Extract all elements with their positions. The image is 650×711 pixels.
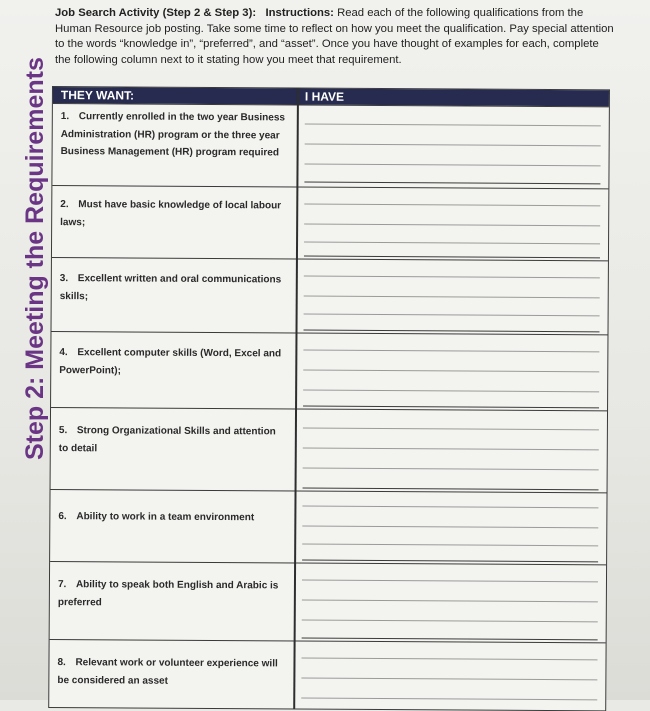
requirement-3: [60, 270, 286, 306]
requirement-text: Strong Organizational Skills and attention to detail: [58, 425, 276, 454]
step-label: Job Search Activity (Step 2 & Step 3):: [55, 7, 257, 19]
answer-line[interactable]: [302, 506, 598, 509]
answer-line[interactable]: [303, 390, 599, 393]
requirement-number: 6.: [58, 511, 67, 523]
requirement-text: Relevant work or volunteer experience will be considered an asset: [57, 657, 278, 687]
requirement-1: [61, 108, 287, 162]
requirement-number: 1.: [60, 111, 70, 123]
requirement-number: 4.: [59, 347, 68, 359]
requirement-text: Must have basic knowledge of local labour laws;: [60, 199, 282, 228]
requirement-7: [58, 576, 284, 612]
answer-line[interactable]: [304, 296, 600, 299]
table-row: [51, 257, 607, 335]
answer-line[interactable]: [305, 124, 601, 127]
requirement-number: 2.: [60, 199, 69, 211]
requirement-number: 7.: [57, 579, 67, 591]
answer-line[interactable]: [304, 276, 600, 279]
answer-line[interactable]: [303, 428, 599, 431]
requirement-text: Ability to speak both English and Arabic is preferred: [57, 579, 279, 608]
requirement-4: [59, 344, 285, 380]
table-row: [50, 489, 606, 565]
instructions-text: Read each of the following qualifications from the Human Resource job posting. Take some time to reflect on how you meet the qualification. Pay special attention to the words “knowledge in”, “preferred”, and “asset”. Once you have thought of examples for each, complete the following column next to it stating how you meet that requirement.: [55, 7, 614, 66]
answer-line[interactable]: [304, 314, 600, 317]
requirement-2: [60, 196, 286, 232]
side-title: Step 2: Meeting the Requirements: [21, 57, 49, 460]
answer-line[interactable]: [303, 350, 599, 353]
table-row: [51, 331, 607, 411]
table-row: [52, 185, 608, 261]
table-row: [49, 639, 605, 711]
answer-line[interactable]: [305, 164, 601, 167]
answer-line[interactable]: [302, 658, 598, 661]
answer-line[interactable]: [304, 242, 600, 245]
requirements-table: [48, 86, 610, 711]
answer-line[interactable]: [303, 468, 599, 471]
col-i-have: I HAVE: [304, 89, 345, 104]
answer-line[interactable]: [305, 144, 601, 147]
requirement-number: 5.: [58, 425, 68, 437]
requirement-8: [57, 654, 283, 690]
answer-line[interactable]: [304, 182, 600, 185]
requirement-number: 3.: [59, 273, 69, 285]
table-row: [50, 561, 606, 643]
requirement-text: Currently enrolled in the two year Business Administration (HR) program or the three year Business Management (HR) program required: [60, 111, 286, 159]
answer-line[interactable]: [304, 204, 600, 207]
requirement-text: Ability to work in a team environment: [76, 511, 255, 524]
answer-line[interactable]: [304, 224, 600, 227]
answer-line[interactable]: [301, 678, 597, 681]
col-they-want: THEY WANT:: [60, 88, 135, 103]
table-row: [52, 103, 608, 189]
requirement-number: 8.: [57, 657, 66, 669]
table-row: [51, 407, 607, 493]
instructions-block: [55, 6, 615, 68]
answer-line[interactable]: [302, 600, 598, 603]
instructions-label: Instructions:: [265, 7, 334, 19]
answer-line[interactable]: [302, 526, 598, 529]
requirement-5: [59, 422, 285, 458]
answer-line[interactable]: [302, 580, 598, 583]
answer-line[interactable]: [303, 370, 599, 373]
requirement-6: [58, 508, 284, 527]
requirement-text: Excellent computer skills (Word, Excel and PowerPoint);: [59, 347, 282, 376]
requirement-text: Excellent written and oral communications skills;: [59, 273, 282, 302]
answer-line[interactable]: [302, 620, 598, 623]
answer-line[interactable]: [302, 544, 598, 547]
answer-line[interactable]: [303, 448, 599, 451]
